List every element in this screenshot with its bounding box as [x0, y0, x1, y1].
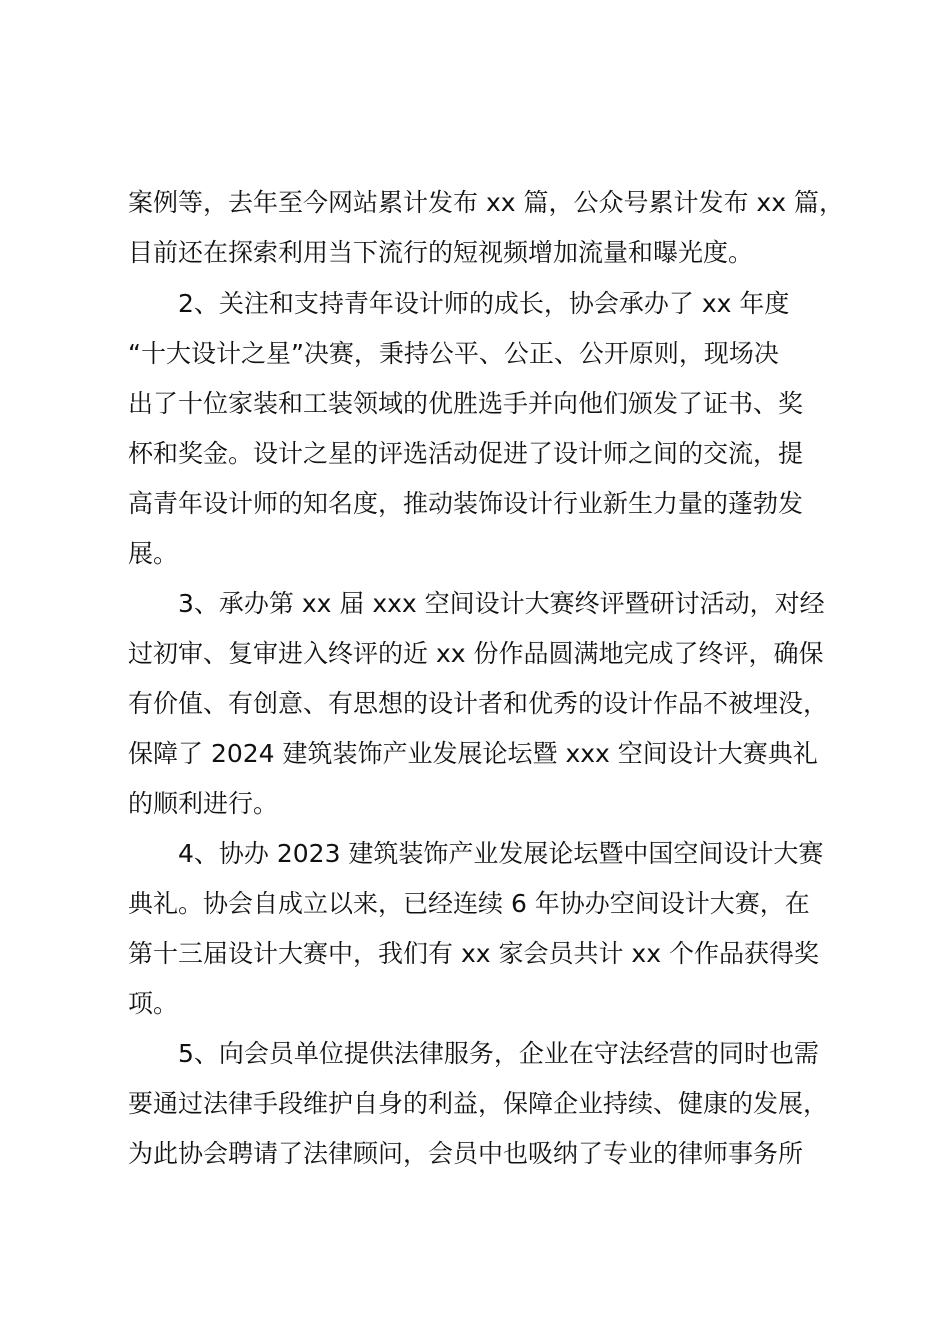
text-line: 展。	[128, 539, 179, 568]
text-line: 的顺利进行。	[128, 789, 279, 818]
paragraph-3-start: 3、承办第 xx 届 xxx 空间设计大赛终评暨研讨活动，对经	[178, 589, 825, 618]
text-line: 为此协会聘请了法律顾问，会员中也吸纳了专业的律师事务所	[128, 1139, 804, 1168]
paragraph-4-start: 4、协办 2023 建筑装饰产业发展论坛暨中国空间设计大赛	[178, 839, 824, 868]
text-line: 目前还在探索利用当下流行的短视频增加流量和曝光度。	[128, 238, 754, 267]
paragraph-5-start: 5、向会员单位提供法律服务，企业在守法经营的同时也需	[178, 1039, 819, 1068]
text-line: 过初审、复审进入终评的近 xx 份作品圆满地完成了终评，确保	[128, 639, 824, 668]
text-line: 有价值、有创意、有思想的设计者和优秀的设计作品不被埋没，	[128, 689, 829, 718]
text-line: 保障了 2024 建筑装饰产业发展论坛暨 xxx 空间设计大赛典礼	[128, 739, 818, 768]
text-line: 项。	[128, 989, 179, 1018]
text-line: 典礼。协会自成立以来，已经连续 6 年协办空间设计大赛，在	[128, 889, 810, 918]
paragraph-2-start: 2、关注和支持青年设计师的成长，协会承办了 xx 年度	[178, 289, 790, 318]
text-line: 要通过法律手段维护自身的利益，保障企业持续、健康的发展，	[128, 1089, 829, 1118]
text-line: “十大设计之星”决赛，秉持公平、公正、公开原则，现场决	[128, 339, 779, 368]
text-line: 出了十位家装和工装领域的优胜选手并向他们颁发了证书、奖	[128, 389, 804, 418]
text-line: 杯和奖金。设计之星的评选活动促进了设计师之间的交流，提	[128, 439, 804, 468]
text-line: 案例等，去年至今网站累计发布 xx 篇，公众号累计发布 xx 篇，	[128, 188, 844, 217]
text-line: 高青年设计师的知名度，推动装饰设计行业新生力量的蓬勃发	[128, 489, 804, 518]
text-line: 第十三届设计大赛中，我们有 xx 家会员共计 xx 个作品获得奖	[128, 939, 819, 968]
